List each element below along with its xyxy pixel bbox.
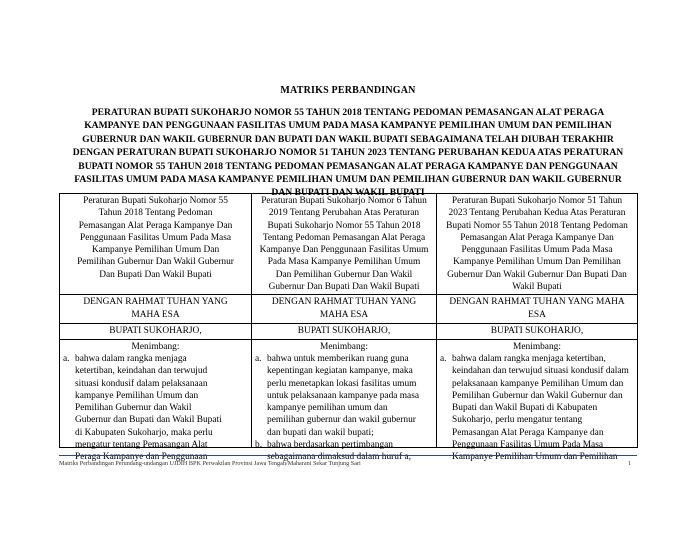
- regulation-title-line: FASILITAS UMUM PADA MASA KAMPANYE PEMILIHAN UMUM DAN PEMILIHAN GUBERNUR DAN WAKIL GUBERNUR: [74, 174, 622, 186]
- bupati-cell: BUPATI SUKOHARJO,: [252, 324, 437, 339]
- header-line: Pemilihan Gubernur Dan Wakil Gubernur: [77, 257, 234, 268]
- rahmat-cell: [437, 295, 638, 324]
- menimbang-label: Menimbang:: [320, 341, 368, 352]
- menimbang-cell: [437, 339, 638, 463]
- header-cell-perbup-51-2023: [437, 194, 638, 295]
- rahmat-cell: [60, 295, 252, 324]
- item-line: perlu menetapkan lokasi fasilitas umum: [267, 378, 417, 389]
- comparison-table: [59, 193, 638, 463]
- item-label: a.: [255, 353, 262, 364]
- header-line: Kampanye Pemilihan Umum Dan: [91, 245, 220, 256]
- header-line: Gubernur Dan Bupati Dan Wakil Bupati: [268, 282, 420, 293]
- regulation-title-line: DAN BUPATI DAN WAKIL BUPATI: [271, 187, 425, 199]
- item-line: pemilihan gubernur dan wakil gubernur: [267, 415, 416, 426]
- item-line: Peraga Kampanye dan Penggunaan: [75, 452, 208, 463]
- bupati-cell: BUPATI SUKOHARJO,: [60, 324, 252, 339]
- header-line: Kampanye Pemilihan Umum Dan Pemilihan: [453, 257, 621, 268]
- rahmat-line: ESA: [528, 309, 546, 320]
- header-line: Peraturan Bupati Sukoharjo Nomor 6 Tahun: [261, 196, 427, 206]
- header-line: Tahun 2018 Tentang Pedoman: [98, 208, 213, 219]
- regulation-title: [60, 106, 636, 200]
- header-line: Peraturan Bupati Sukoharjo Nomor 55: [83, 196, 228, 206]
- header-cell-perbup-6-2019: [252, 194, 437, 295]
- considering-item-a: [63, 353, 248, 464]
- bupati-cell: BUPATI SUKOHARJO,: [437, 324, 638, 339]
- menimbang-cell: [252, 339, 437, 463]
- header-line: Pemasangan Alat Peraga Kampanye Dan: [78, 220, 233, 231]
- header-line: Peraturan Bupati Sukoharjo Nomor 51 Tahun: [451, 196, 623, 206]
- regulation-title-line: BUPATI NOMOR 55 TAHUN 2018 TENTANG PEDOMAN PEMASANGAN ALAT PERAGA KAMPANYE DAN PENGGUNAAN: [78, 160, 618, 172]
- header-line: Pada Masa Kampanye Pemilihan Umum: [267, 257, 421, 268]
- rahmat-line: MAHA ESA: [131, 309, 180, 320]
- table-row-rahmat: [60, 295, 638, 324]
- header-line: Gubernur Dan Wakil Gubernur Dan Bupati Dan: [447, 269, 627, 280]
- item-line: Bupati dan Wakil Bupati di Kabupaten: [452, 403, 598, 414]
- document-title: MATRIKS PERBANDINGAN: [280, 85, 416, 96]
- item-line: ketertiban, keindahan dan terwujud: [75, 366, 208, 377]
- menimbang-label: Menimbang:: [131, 341, 180, 352]
- item-label: a.: [440, 353, 447, 364]
- header-line: Bupati Sukoharjo Nomor 55 Tahun 2018: [267, 220, 421, 231]
- item-label: b.: [255, 440, 263, 451]
- item-line: Pemasangan Alat Peraga Kampanye dan: [452, 427, 604, 438]
- item-line: kampanye Pemilihan Umum dan: [75, 390, 199, 401]
- item-line: dan bupati dan wakil bupati;: [267, 427, 374, 438]
- item-line: pelaksanaan kampanye Pemilihan Umum dan: [452, 378, 624, 389]
- header-line: Pemasangan Alat Peraga Kampanye Dan: [460, 232, 614, 243]
- item-label: a.: [63, 353, 70, 364]
- rahmat-line: DENGAN RAHMAT TUHAN YANG: [83, 297, 228, 308]
- table-row-bupati: [60, 324, 638, 339]
- header-line: Dan Bupati Dan Wakil Bupati: [99, 269, 212, 280]
- header-line: 2023 Tentang Perubahan Kedua Atas Peraturan: [448, 208, 626, 219]
- item-line: Pemilihan Gubernur dan Wakil Gubernur dan: [452, 390, 623, 401]
- regulation-title-line: GUBERNUR DAN WAKIL GUBERNUR DAN BUPATI DAN WAKIL BUPATI SEBAGAIMANA TELAH DIUBAH TERAKHIR: [82, 133, 614, 145]
- footer-divider: [59, 455, 637, 456]
- regulation-title-line: KAMPANYE DAN PENGGUNAAN FASILITAS UMUM PADA MASA KAMPANYE PEMILIHAN UMUM DAN PEMILIHAN: [84, 120, 612, 132]
- menimbang-label: Menimbang:: [513, 341, 561, 352]
- header-line: Wakil Bupati: [512, 282, 562, 293]
- item-line: bahwa berdasarkan pertimbangan: [267, 440, 393, 451]
- considering-item-a: [440, 353, 634, 464]
- item-line: bahwa dalam rangka menjaga ketertiban,: [452, 353, 606, 364]
- item-line: keindahan dan terwujud situasi kondusif dalam: [452, 366, 629, 377]
- item-line: sebagaimana dimaksud dalam huruf a,: [267, 452, 411, 463]
- rahmat-line: DENGAN RAHMAT TUHAN YANG MAHA: [449, 297, 625, 308]
- page-number: 1: [628, 460, 632, 467]
- item-line: untuk pelaksanaan kampanye pada masa: [267, 390, 420, 401]
- item-line: bahwa dalam rangka menjaga: [75, 353, 187, 364]
- header-line: Bupati Nomor 55 Tahun 2018 Tentang Pedoman: [446, 220, 628, 231]
- header-line: Penggunaan Fasilitas Umum Pada Masa: [461, 245, 613, 256]
- considering-item-a: [255, 353, 433, 439]
- item-line: situasi kondusif dalam pelaksanaan: [75, 378, 208, 389]
- regulation-title-line: PERATURAN BUPATI SUKOHARJO NOMOR 55 TAHUN 2018 TENTANG PEDOMAN PEMASANGAN ALAT PERAGA: [91, 107, 605, 118]
- regulation-title-line: DENGAN PERATURAN BUPATI SUKOHARJO NOMOR 51 TAHUN 2023 TENTANG PERUBAHAN KEDUA ATAS PERATURAN: [72, 147, 624, 159]
- rahmat-line: DENGAN RAHMAT TUHAN YANG: [271, 297, 417, 308]
- item-line: Gubernur dan Bupati dan Wakil Bupati: [75, 415, 222, 426]
- item-line: Pemilihan Gubernur dan Wakil: [75, 403, 192, 414]
- rahmat-cell: [252, 295, 437, 324]
- item-line: Penggunaan Fasilitas Umum Pada Masa: [452, 440, 604, 451]
- header-line: Dan Pemilihan Gubernur Dan Wakil: [275, 269, 413, 280]
- item-line: bahwa untuk memberikan ruang guna: [267, 353, 409, 364]
- item-line: Kampanye Pemilihan Umum dan Pemilihan: [452, 452, 618, 463]
- header-line: Penggunaan Fasilitas Umum Pada Masa: [79, 232, 232, 243]
- header-line: Kampanye Dan Penggunaan Fasilitas Umum: [259, 245, 429, 256]
- table-row-menimbang: [60, 339, 638, 447]
- menimbang-cell: [60, 339, 252, 463]
- item-line: Sukoharjo, perlu mengatur tentang: [452, 415, 583, 426]
- item-line: kepentingan kegiatan kampanye, maka: [267, 366, 413, 377]
- table-header-row: [60, 194, 638, 295]
- item-line: di Kabupaten Sukoharjo, maka perlu: [75, 427, 213, 438]
- item-line: mengatur tentang Pemasangan Alat: [75, 440, 208, 451]
- rahmat-line: MAHA ESA: [319, 309, 369, 320]
- footer-text: Matriks Perbandingan Perundang-undangan UJDIH BPK Perwakilan Provinsi Jawa Tengah/Maharani Sekar Tunjung Sari: [59, 460, 361, 467]
- header-line: 2019 Tentang Perubahan Atas Peraturan: [268, 208, 420, 219]
- header-cell-perbup-55-2018: [60, 194, 252, 295]
- item-line: kampanye pemilihan umum dan: [267, 403, 388, 414]
- header-line: Tentang Pedoman Pemasangan Alat Peraga: [262, 232, 426, 243]
